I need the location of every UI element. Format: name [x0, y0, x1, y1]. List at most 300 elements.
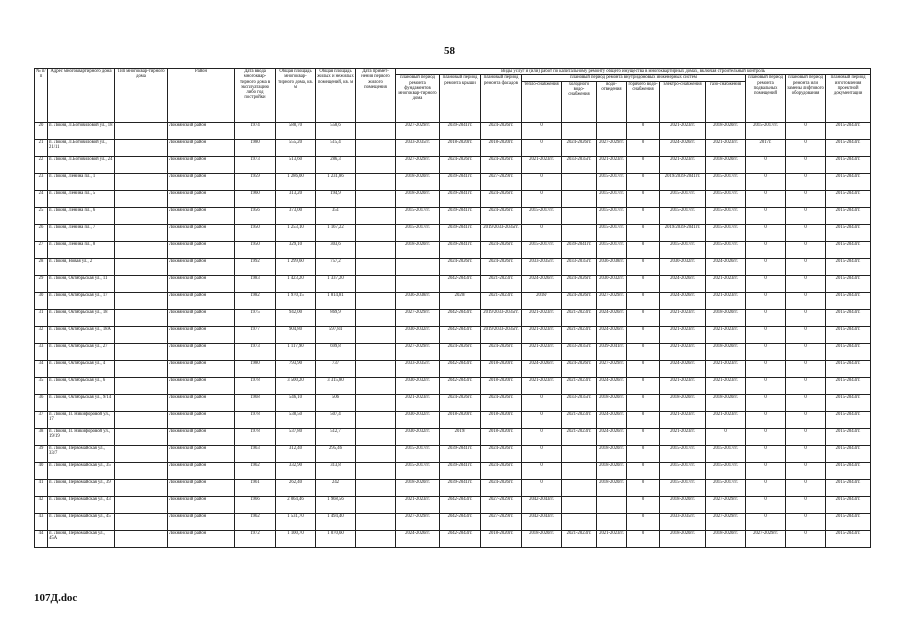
- row-roof: 2042-2043гг.: [440, 360, 481, 377]
- row-roof: 2039-2041гг.: [440, 479, 481, 496]
- table-row: [35, 496, 871, 513]
- row-reg-date: [356, 377, 396, 394]
- row-type: [115, 479, 168, 496]
- row-address: п. Локня, Октябрьская ул., 6: [48, 377, 115, 394]
- row-electric: 2018-2020гг.: [660, 496, 706, 513]
- row-roof: 2039-2041гг.: [440, 190, 481, 207]
- row-district: Локнянский район: [168, 343, 235, 360]
- row-address: п. Локня, П. Никифоровой ул., 19/19: [48, 428, 115, 445]
- row-hot-water: 0: [627, 190, 660, 207]
- row-type: [115, 343, 168, 360]
- row-drainage: 2024-2026гг.: [597, 309, 627, 326]
- row-foundation: 2030-2032гг.: [396, 428, 440, 445]
- row-roof: 2019/: [440, 428, 481, 445]
- row-gas: 2024-2026гг.: [706, 258, 746, 275]
- row-drainage: 2018-2020гг.: [597, 462, 627, 479]
- row-type: [115, 139, 168, 156]
- row-reg-date: [356, 411, 396, 428]
- header-type: Тип многоквар-тирного дома: [115, 69, 168, 123]
- row-address: п. Локня, Октябрьская ул., 27: [48, 343, 115, 360]
- row-reg-date: [356, 224, 396, 241]
- row-type: [115, 173, 168, 190]
- row-design: 2015-2043гг.: [826, 241, 871, 258]
- row-reg-date: [356, 343, 396, 360]
- row-district: Локнянский район: [168, 190, 235, 207]
- row-cold-water: [562, 190, 597, 207]
- row-facade: 2018-2020гг.: [481, 428, 522, 445]
- row-year: 1992: [235, 258, 276, 275]
- row-district: Локнянский район: [168, 360, 235, 377]
- row-elevator: 0: [786, 360, 826, 377]
- row-roof: 2018-2020гг.: [440, 411, 481, 428]
- row-facade: 2024-2026гг.: [481, 258, 522, 275]
- row-district: Локнянский район: [168, 428, 235, 445]
- row-hot-water: 0: [627, 394, 660, 411]
- row-design: 2015-2043гг.: [826, 360, 871, 377]
- row-cold-water: 2033-2035гг.: [562, 394, 597, 411]
- row-address: п. Локня, Л.Ботовиловой ул., 21/11: [48, 139, 115, 156]
- header-gas: газо-снабжения: [706, 81, 746, 122]
- row-elevator: 0: [786, 292, 826, 309]
- row-living-area: 1 337,20: [316, 275, 356, 292]
- row-foundation: [396, 275, 440, 292]
- row-gas: 2015-2017гг.: [706, 173, 746, 190]
- row-drainage: 2027-2029гг.: [597, 292, 627, 309]
- row-total-area: 329,10: [276, 241, 316, 258]
- row-foundation: 2027-2029гг.: [396, 309, 440, 326]
- row-basement: 0: [746, 156, 786, 173]
- row-roof: 2020/: [440, 292, 481, 309]
- row-cold-water: 2021-2023гг.: [562, 377, 597, 394]
- row-num: 34: [35, 360, 48, 377]
- row-total-area: 262,40: [276, 479, 316, 496]
- row-total-area: 313,20: [276, 190, 316, 207]
- row-heat: 2033-2035гг.: [522, 258, 562, 275]
- row-cold-water: 2024-2026гг.: [562, 139, 597, 156]
- row-reg-date: [356, 530, 396, 547]
- table-row: [35, 394, 871, 411]
- row-total-area: 1 253,10: [276, 224, 316, 241]
- table-row: [35, 462, 871, 479]
- row-cold-water: [562, 513, 597, 530]
- row-address: п. Локня, Октябрьская ул., 9/14: [48, 394, 115, 411]
- row-type: [115, 462, 168, 479]
- row-num: 28: [35, 258, 48, 275]
- row-num: 42: [35, 496, 48, 513]
- capital-repair-table: [34, 68, 871, 548]
- row-district: Локнянский район: [168, 122, 235, 139]
- row-gas: 2018-2020гг.: [706, 394, 746, 411]
- row-roof: 2039-2041гг.: [440, 462, 481, 479]
- row-hot-water: 0: [627, 479, 660, 496]
- row-basement: 0: [746, 462, 786, 479]
- row-drainage: 2024-2026гг.: [597, 428, 627, 445]
- row-reg-date: [356, 496, 396, 513]
- row-facade: 2024-2026гг.: [481, 343, 522, 360]
- row-design: 2015-2043гг.: [826, 258, 871, 275]
- row-roof: 2042-2043гг.: [440, 309, 481, 326]
- row-district: Локнянский район: [168, 496, 235, 513]
- row-hot-water: 0: [627, 173, 660, 190]
- row-total-area: 588,70: [276, 122, 316, 139]
- row-cold-water: [562, 173, 597, 190]
- row-electric: 2033-2035гг.: [660, 513, 706, 530]
- table-row: [35, 411, 871, 428]
- row-elevator: 0: [786, 496, 826, 513]
- row-heat: 2018/: [522, 292, 562, 309]
- row-electric: 2021-2023гг.: [660, 343, 706, 360]
- row-gas: 2015-2017гг.: [706, 462, 746, 479]
- row-foundation: 2018-2020гг.: [396, 479, 440, 496]
- row-basement: 0: [746, 479, 786, 496]
- header-engineering-group: плановый период ремонта внутридомовых инженерных систем: [522, 75, 746, 81]
- row-district: Локнянский район: [168, 462, 235, 479]
- row-address: п. Локня, Октябрьская ул., 4: [48, 360, 115, 377]
- row-district: Локнянский район: [168, 241, 235, 258]
- row-living-area: 558,6: [316, 122, 356, 139]
- row-heat: 2015-2017гг.: [522, 241, 562, 258]
- row-facade: 2019/2033-2035гг.: [481, 224, 522, 241]
- row-type: [115, 292, 168, 309]
- row-total-area: 1 299,60: [276, 258, 316, 275]
- row-heat: 0: [522, 394, 562, 411]
- row-gas: 2027-2029гг.: [706, 496, 746, 513]
- row-reg-date: [356, 207, 396, 224]
- row-total-area: 1 423,20: [276, 275, 316, 292]
- table-row: [35, 139, 871, 156]
- row-basement: 0: [746, 241, 786, 258]
- row-reg-date: [356, 122, 396, 139]
- row-reg-date: [356, 275, 396, 292]
- row-district: Локнянский район: [168, 445, 235, 462]
- row-total-area: 942,00: [276, 309, 316, 326]
- row-reg-date: [356, 258, 396, 275]
- row-heat: 2042-2043гг.: [522, 513, 562, 530]
- row-reg-date: [356, 445, 396, 462]
- row-cold-water: 2033-2035гг.: [562, 156, 597, 173]
- row-address: п. Локня, Октябрьская ул., 18А: [48, 326, 115, 343]
- row-design: 2015-2043гг.: [826, 377, 871, 394]
- row-design: 2015-2043гг.: [826, 411, 871, 428]
- row-living-area: 242: [316, 479, 356, 496]
- row-num: 22: [35, 156, 48, 173]
- row-drainage: 2027-2029гг.: [597, 139, 627, 156]
- row-reg-date: [356, 139, 396, 156]
- row-cold-water: 2033-2035гг.: [562, 258, 597, 275]
- header-basement: плановый период ремонта подвальных помещений: [746, 75, 786, 122]
- row-drainage: [597, 122, 627, 139]
- row-design: 2015-2043гг.: [826, 139, 871, 156]
- row-year: 1950: [235, 241, 276, 258]
- header-hot-water: горячего водо-снабжения: [627, 81, 660, 122]
- row-hot-water: 0: [627, 513, 660, 530]
- row-address: п. Локня, Ленина пл., 1: [48, 173, 115, 190]
- row-heat: 2021-2023гг.: [522, 326, 562, 343]
- row-year: 1978: [235, 428, 276, 445]
- table-row: [35, 513, 871, 530]
- row-num: 25: [35, 207, 48, 224]
- row-type: [115, 258, 168, 275]
- row-hot-water: 0: [627, 292, 660, 309]
- row-facade: 2018-2020гг.: [481, 139, 522, 156]
- row-cold-water: [562, 445, 597, 462]
- row-cold-water: 2021-2023гг.: [562, 411, 597, 428]
- row-type: [115, 513, 168, 530]
- row-foundation: 2033-2035гг.: [396, 139, 440, 156]
- row-electric: 2018-2020гг.: [660, 530, 706, 547]
- row-num: 35: [35, 377, 48, 394]
- row-design: 2015-2043гг.: [826, 173, 871, 190]
- row-hot-water: 0: [627, 462, 660, 479]
- row-reg-date: [356, 428, 396, 445]
- row-num: 31: [35, 309, 48, 326]
- row-electric: 2021-2023гг.: [660, 326, 706, 343]
- row-roof: 2018-2020гг.: [440, 139, 481, 156]
- row-district: Локнянский район: [168, 326, 235, 343]
- row-elevator: 0: [786, 343, 826, 360]
- row-drainage: [597, 496, 627, 513]
- header-num: № п/п: [35, 69, 48, 123]
- row-reg-date: [356, 292, 396, 309]
- row-roof: 2024-2026гг.: [440, 343, 481, 360]
- row-foundation: 2030-2032гг.: [396, 411, 440, 428]
- row-gas: 2027-2029гг.: [706, 513, 746, 530]
- row-gas: 2015-2017гг.: [706, 445, 746, 462]
- row-drainage: 2036-2038гг.: [597, 258, 627, 275]
- row-design: 2015-2043гг.: [826, 326, 871, 343]
- row-heat: 0: [522, 462, 562, 479]
- header-facade: плановый период ремонта фасадов: [481, 75, 522, 122]
- row-year: 1983: [235, 275, 276, 292]
- table-row: [35, 428, 871, 445]
- row-hot-water: 0: [627, 411, 660, 428]
- row-roof: 2042-2043гг.: [440, 530, 481, 547]
- row-living-area: 313,8: [316, 462, 356, 479]
- table-row: [35, 258, 871, 275]
- row-district: Локнянский район: [168, 309, 235, 326]
- row-electric: 2024-2026гг.: [660, 275, 706, 292]
- row-facade: 2024-2026гг.: [481, 190, 522, 207]
- row-address: п. Локня, Ленина пл., 8: [48, 241, 115, 258]
- row-drainage: [597, 513, 627, 530]
- row-district: Локнянский район: [168, 513, 235, 530]
- row-foundation: 2027-2029гг.: [396, 156, 440, 173]
- row-total-area: 1 100,70: [276, 530, 316, 547]
- row-roof: 2024-2026гг.: [440, 258, 481, 275]
- row-living-area: 512,7: [316, 428, 356, 445]
- row-elevator: 0: [786, 207, 826, 224]
- row-address: п. Локня, Ленина пл., 7: [48, 224, 115, 241]
- row-type: [115, 394, 168, 411]
- row-drainage: 2024-2026гг.: [597, 326, 627, 343]
- row-drainage: 2015-2017гг.: [597, 241, 627, 258]
- row-elevator: 0: [786, 513, 826, 530]
- row-district: Локнянский район: [168, 207, 235, 224]
- row-electric: 2021-2023гг.: [660, 309, 706, 326]
- row-design: 2015-2043гг.: [826, 156, 871, 173]
- row-heat: 0: [522, 428, 562, 445]
- row-address: п. Локня, Л.Ботовиловой ул., 24: [48, 156, 115, 173]
- row-gas: 2018-2020гг.: [706, 343, 746, 360]
- row-living-area: 1 167,22: [316, 224, 356, 241]
- row-facade: 2024-2026гг.: [481, 156, 522, 173]
- table-row: [35, 275, 871, 292]
- row-district: Локнянский район: [168, 530, 235, 547]
- row-gas: 2021-2023гг.: [706, 275, 746, 292]
- row-basement: 0: [746, 326, 786, 343]
- row-basement: 0: [746, 428, 786, 445]
- table-row: [35, 241, 871, 258]
- row-total-area: 1 117,90: [276, 343, 316, 360]
- row-living-area: 295,46: [316, 445, 356, 462]
- row-reg-date: [356, 479, 396, 496]
- row-reg-date: [356, 173, 396, 190]
- row-hot-water: 0: [627, 496, 660, 513]
- row-reg-date: [356, 326, 396, 343]
- row-cold-water: 2021-2023гг.: [562, 530, 597, 547]
- row-basement: 0: [746, 275, 786, 292]
- row-hot-water: 0: [627, 343, 660, 360]
- row-facade: 2024-2026гг.: [481, 445, 522, 462]
- row-heat: 0: [522, 411, 562, 428]
- row-basement: 0: [746, 207, 786, 224]
- row-num: 30: [35, 292, 48, 309]
- row-hot-water: 0: [627, 139, 660, 156]
- row-address: п. Локня, Октябрьская ул., 17: [48, 292, 115, 309]
- row-num: 29: [35, 275, 48, 292]
- row-electric: 2021-2023гг.: [660, 156, 706, 173]
- row-elevator: 0: [786, 190, 826, 207]
- row-facade: 2024-2026гг.: [481, 394, 522, 411]
- row-total-area: 2 064,46: [276, 496, 316, 513]
- row-year: 1966: [235, 496, 276, 513]
- row-total-area: 513,60: [276, 156, 316, 173]
- row-elevator: 0: [786, 139, 826, 156]
- row-gas: 2018-2020гг.: [706, 309, 746, 326]
- row-type: [115, 530, 168, 547]
- row-heat: 2015-2017гг.: [522, 207, 562, 224]
- row-hot-water: 0: [627, 156, 660, 173]
- row-type: [115, 377, 168, 394]
- row-foundation: 2033-2035гг.: [396, 360, 440, 377]
- row-electric: 2021-2023гг.: [660, 411, 706, 428]
- row-type: [115, 207, 168, 224]
- row-year: 1950: [235, 224, 276, 241]
- row-gas: 2015-2017гг.: [706, 479, 746, 496]
- row-total-area: 373,00: [276, 207, 316, 224]
- row-num: 26: [35, 224, 48, 241]
- row-heat: 0: [522, 122, 562, 139]
- row-foundation: [396, 258, 440, 275]
- row-gas: 2018-2020гг.: [706, 156, 746, 173]
- row-address: п. Локня, Первомайская ул., 45: [48, 513, 115, 530]
- header-elevator: плановый период ремонта или замены лифтового оборудования: [786, 75, 826, 122]
- row-hot-water: 0: [627, 275, 660, 292]
- row-cold-water: [562, 479, 597, 496]
- row-electric: 2024-2026гг.: [660, 139, 706, 156]
- row-drainage: 2021-2023гг.: [597, 530, 627, 547]
- row-roof: 2039-2041гг.: [440, 173, 481, 190]
- row-reg-date: [356, 360, 396, 377]
- row-living-area: 1 814,81: [316, 292, 356, 309]
- row-num: 43: [35, 513, 48, 530]
- row-facade: 2027-2029гг.: [481, 513, 522, 530]
- row-total-area: 555,20: [276, 139, 316, 156]
- row-electric: 2021-2023гг.: [660, 122, 706, 139]
- row-address: п. Локня, Октябрьская ул., 11: [48, 275, 115, 292]
- row-district: Локнянский район: [168, 377, 235, 394]
- row-electric: 2015-2017гг.: [660, 241, 706, 258]
- row-drainage: 2018-2020гг.: [597, 479, 627, 496]
- row-cold-water: 2021-2023гг.: [562, 428, 597, 445]
- row-elevator: 0: [786, 173, 826, 190]
- row-type: [115, 241, 168, 258]
- row-year: 1980: [235, 360, 276, 377]
- row-total-area: 904,80: [276, 326, 316, 343]
- row-facade: 2024-2026гг.: [481, 241, 522, 258]
- table-body: [35, 122, 871, 547]
- row-type: [115, 156, 168, 173]
- row-electric: 2015-2017гг.: [660, 445, 706, 462]
- row-num: 32: [35, 326, 48, 343]
- row-basement: 2017г.: [746, 139, 786, 156]
- row-heat: 0: [522, 139, 562, 156]
- header-heat: тепло-снабжения: [522, 81, 562, 122]
- row-district: Локнянский район: [168, 292, 235, 309]
- row-hot-water: 0: [627, 377, 660, 394]
- row-electric: 2019/2039-2041гг.: [660, 224, 706, 241]
- row-facade: 2024-2026гг.: [481, 207, 522, 224]
- row-foundation: 2027-2029гг.: [396, 343, 440, 360]
- row-elevator: 0: [786, 156, 826, 173]
- row-address: п. Локня, Октябрьская ул., 18: [48, 309, 115, 326]
- row-foundation: 2018-2020гг.: [396, 173, 440, 190]
- row-year: 1978: [235, 411, 276, 428]
- row-foundation: 2024-2026гг.: [396, 530, 440, 547]
- row-heat: 0: [522, 173, 562, 190]
- row-num: 37: [35, 411, 48, 428]
- row-cold-water: [562, 207, 597, 224]
- row-drainage: 2015-2017гг.: [597, 207, 627, 224]
- row-num: 21: [35, 139, 48, 156]
- row-address: п. Локня, Ленина пл., 6: [48, 207, 115, 224]
- row-basement: 0: [746, 309, 786, 326]
- row-living-area: 699,8: [316, 343, 356, 360]
- row-cold-water: [562, 224, 597, 241]
- row-hot-water: 0: [627, 326, 660, 343]
- row-gas: 2018-2020гг.: [706, 122, 746, 139]
- row-basement: 2015-2017гг.: [746, 122, 786, 139]
- row-elevator: 0: [786, 445, 826, 462]
- row-type: [115, 122, 168, 139]
- row-facade: 2027-2029гг.: [481, 496, 522, 513]
- table-row: [35, 122, 871, 139]
- row-living-area: 1 494,40: [316, 513, 356, 530]
- row-gas: 2015-2017гг.: [706, 190, 746, 207]
- row-basement: 0: [746, 190, 786, 207]
- row-num: 23: [35, 173, 48, 190]
- row-total-area: 332,90: [276, 462, 316, 479]
- row-cold-water: 2021-2023гг.: [562, 309, 597, 326]
- row-drainage: 2018-2020гг.: [597, 394, 627, 411]
- row-reg-date: [356, 513, 396, 530]
- row-facade: 2018-2020гг.: [481, 360, 522, 377]
- row-drainage: 2030-2032гг.: [597, 275, 627, 292]
- row-drainage: 2024-2026гг.: [597, 377, 627, 394]
- row-cold-water: 2024-2026гг.: [562, 275, 597, 292]
- row-year: 1975: [235, 309, 276, 326]
- row-year: 1978: [235, 377, 276, 394]
